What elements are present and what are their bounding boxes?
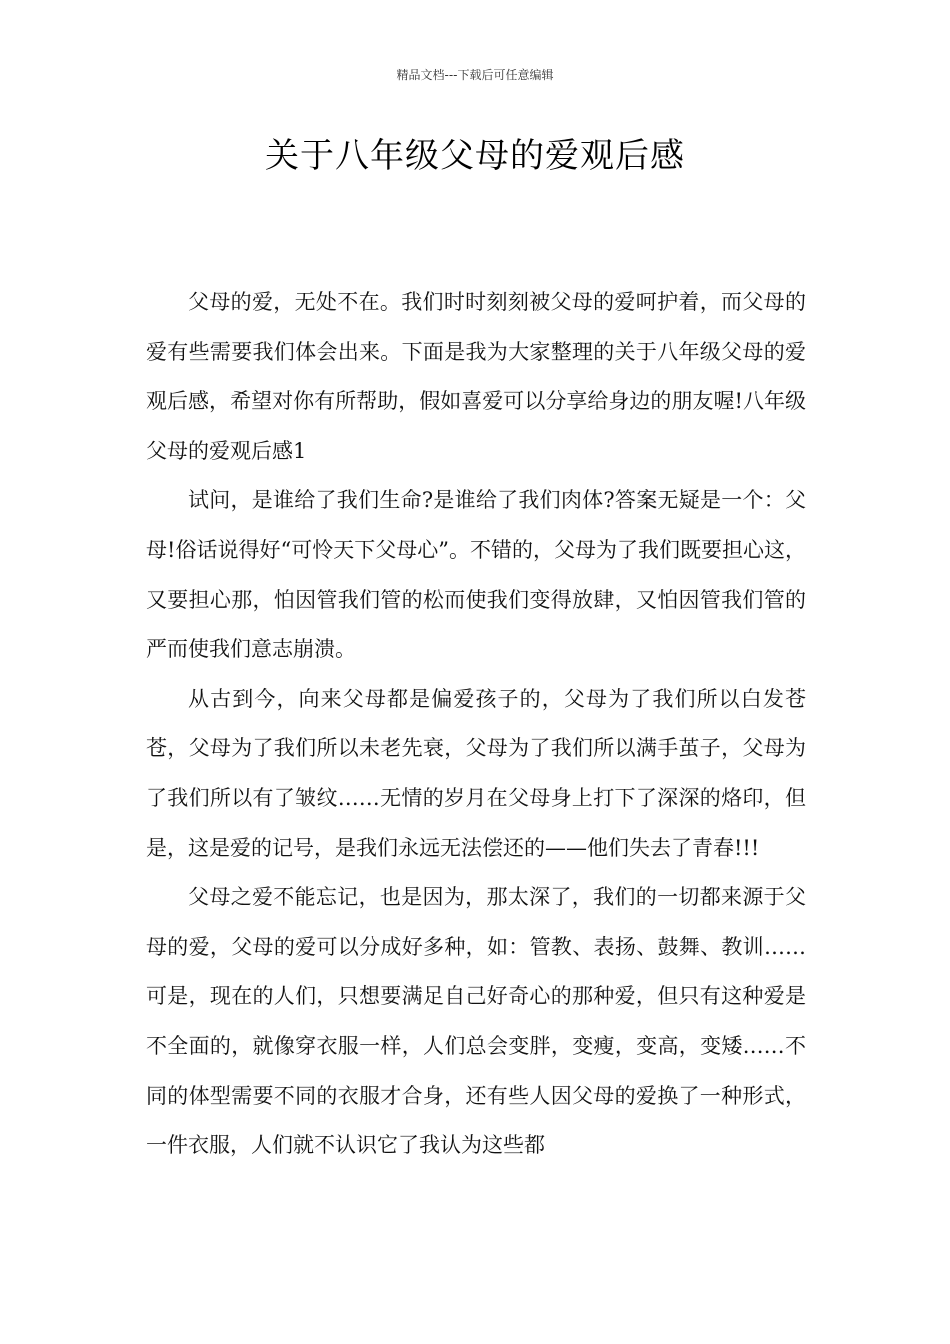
paragraph-3: 从古到今，向来父母都是偏爱孩子的，父母为了我们所以白发苍苍，父母为了我们所以未老先衰，父母为了我们所以满手茧子，父母为了我们所以有了皱纹……无情的岁月在父母身上打下了深深的烙印，但是，这是爱的记号，是我们永远无法偿还的——他们失去了青春!!!	[146, 686, 806, 860]
document-body	[146, 278, 806, 1171]
header-note: 精品文档---下载后可任意编辑	[396, 68, 554, 82]
paragraph-1: 父母的爱，无处不在。我们时时刻刻被父母的爱呵护着，而父母的爱有些需要我们体会出来。下面是我为大家整理的关于八年级父母的爱观后感，希望对你有所帮助，假如喜爱可以分享给身边的朋友喔!八年级父母的爱观后感1	[146, 290, 806, 463]
paragraph-4: 父母之爱不能忘记，也是因为，那太深了，我们的一切都来源于父母的爱，父母的爱可以分成好多种，如：管教、表扬、鼓舞、教训……可是，现在的人们，只想要满足自己好奇心的那种爱，但只有这种爱是不全面的，就像穿衣服一样，人们总会变胖，变瘦，变高，变矮……不同的体型需要不同的衣服才合身，还有些人因父母的爱换了一种形式，一件衣服，人们就不认识它了我认为这些都	[146, 885, 806, 1158]
document-title: 关于八年级父母的爱观后感	[265, 136, 685, 176]
paragraph-2: 试问，是谁给了我们生命?是谁给了我们肉体?答案无疑是一个：父母!俗话说得好“可怜天下父母心”。不错的，父母为了我们既要担心这，又要担心那，怕因管我们管的松而使我们变得放肆，又怕因管我们管的严而使我们意志崩溃。	[146, 488, 806, 662]
